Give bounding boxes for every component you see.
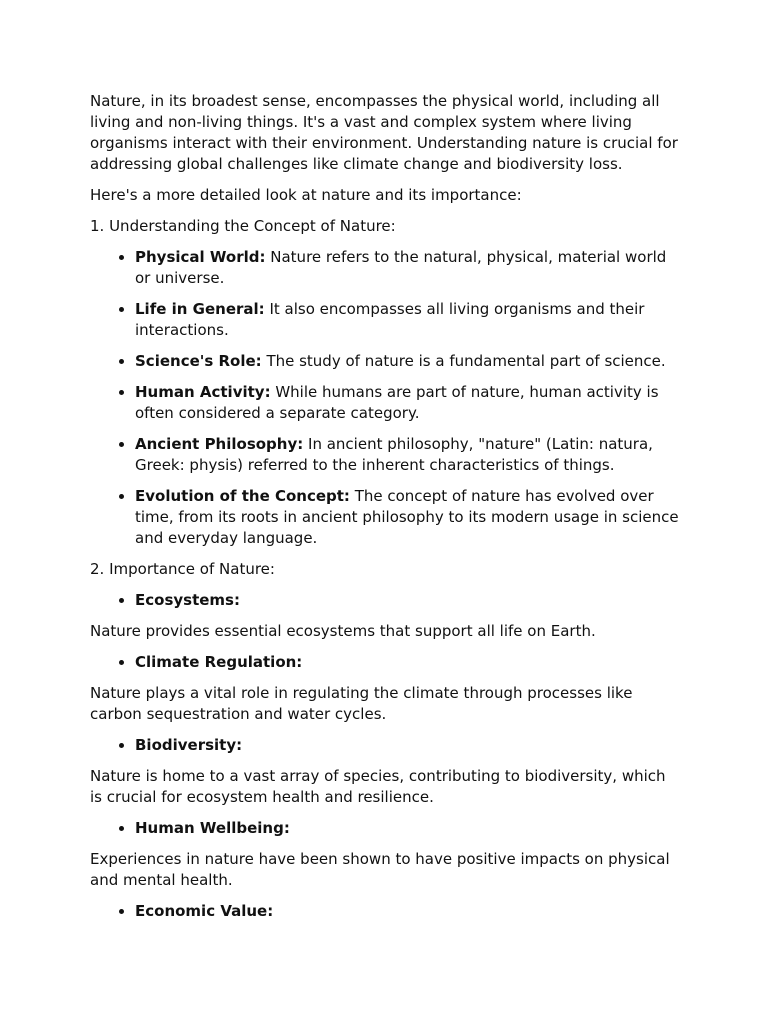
list-item-term: Biodiversity: <box>135 736 243 754</box>
list-item <box>135 247 680 289</box>
list-item-term: Human Wellbeing: <box>135 819 290 837</box>
list-item-term: Physical World: <box>135 248 266 266</box>
intro-paragraph: Nature, in its broadest sense, encompasses the physical world, including all living and non-living things. It's a vast and complex system where living organisms interact with their environment. Understanding nature is crucial for addressing global challenges like climate change and biodiversity loss. <box>90 92 678 173</box>
lead-paragraph: Here's a more detailed look at nature and its importance: <box>90 186 522 204</box>
list-item <box>135 818 680 839</box>
section-heading-concept: 1. Understanding the Concept of Nature: <box>90 217 396 235</box>
list-item-term: Economic Value: <box>135 902 274 920</box>
list-item-term: Human Activity: <box>135 383 271 401</box>
list-item-text: It also encompasses all living organisms and their interactions. <box>135 300 645 339</box>
list-item <box>135 901 680 922</box>
list-item-text: In ancient philosophy, "nature" (Latin: natura, Greek: physis) referred to the inherent characteristics of things. <box>135 435 653 474</box>
list-item-text: Nature refers to the natural, physical, material world or universe. <box>135 248 667 287</box>
list-item-term: Climate Regulation: <box>135 653 303 671</box>
importance-list <box>90 652 680 673</box>
importance-list <box>90 818 680 839</box>
list-item-text: While humans are part of nature, human activity is often considered a separate category. <box>135 383 659 422</box>
list-item-text: The concept of nature has evolved over time, from its roots in ancient philosophy to its modern usage in science and everyday language. <box>135 487 679 547</box>
importance-description: Nature plays a vital role in regulating the climate through processes like carbon sequestration and water cycles. <box>90 684 633 723</box>
list-item-term: Ecosystems: <box>135 591 240 609</box>
list-item-term: Life in General: <box>135 300 265 318</box>
list-item <box>135 299 680 341</box>
list-item <box>135 382 680 424</box>
document-body <box>90 91 680 932</box>
list-item <box>135 351 680 372</box>
list-item-text: The study of nature is a fundamental part of science. <box>261 352 666 370</box>
importance-list <box>90 590 680 611</box>
list-item <box>135 434 680 476</box>
list-item <box>135 486 680 549</box>
concept-list <box>90 247 680 549</box>
importance-list <box>90 735 680 756</box>
importance-description: Nature is home to a vast array of species, contributing to biodiversity, which is crucial for ecosystem health and resilience. <box>90 767 666 806</box>
list-item-term: Science's Role: <box>135 352 262 370</box>
importance-description: Nature provides essential ecosystems that support all life on Earth. <box>90 622 596 640</box>
importance-description: Experiences in nature have been shown to have positive impacts on physical and mental health. <box>90 850 670 889</box>
section-heading-importance: 2. Importance of Nature: <box>90 560 275 578</box>
list-item-term: Ancient Philosophy: <box>135 435 304 453</box>
list-item-term: Evolution of the Concept: <box>135 487 350 505</box>
list-item <box>135 652 680 673</box>
importance-list <box>90 901 680 922</box>
list-item <box>135 590 680 611</box>
list-item <box>135 735 680 756</box>
